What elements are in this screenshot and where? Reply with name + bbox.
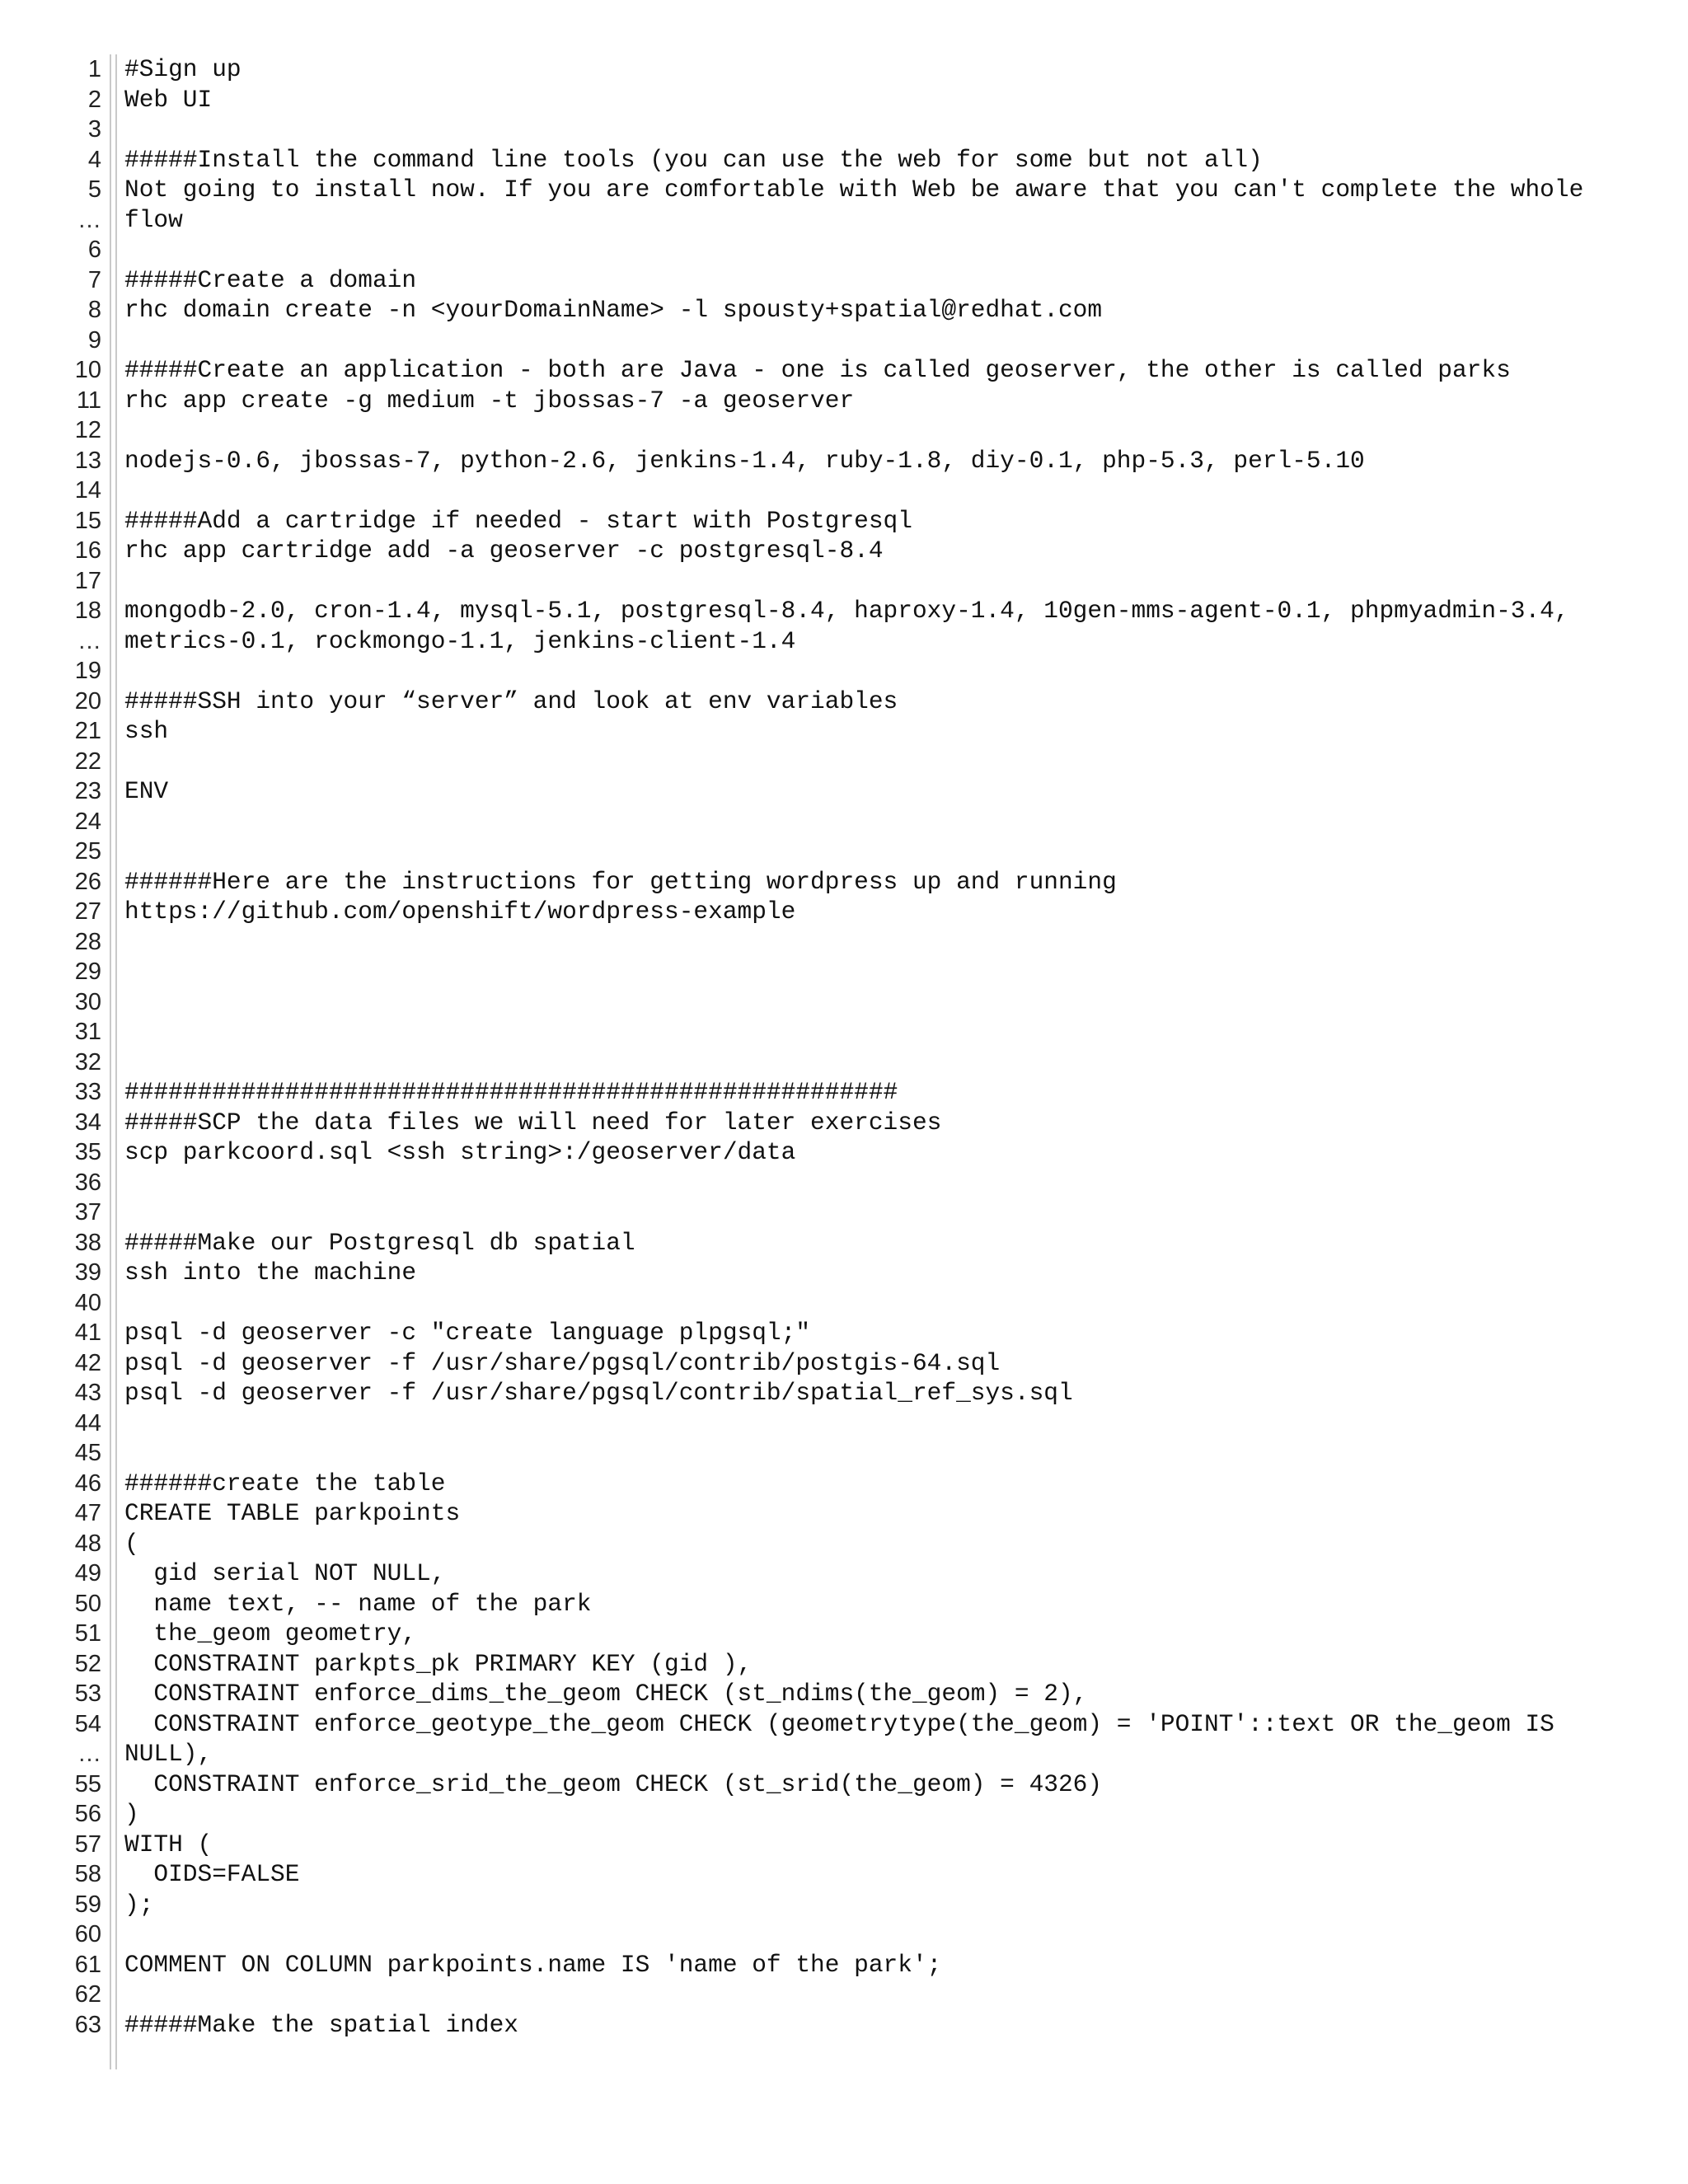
gutter-tail	[0, 2040, 1688, 2069]
line-number: 17	[74, 567, 101, 594]
line-number: 8	[87, 297, 101, 323]
line-number: 43	[74, 1380, 101, 1406]
code-line-text	[117, 1919, 1688, 1950]
gutter-divider	[110, 355, 117, 386]
gutter-divider	[110, 54, 117, 85]
code-line-text	[117, 566, 1688, 597]
code-line-text: Not going to install now. If you are comfortable with Web be aware that you can't complete the whole	[124, 176, 1584, 204]
code-line-row	[0, 1047, 1688, 1078]
code-line-row	[0, 1649, 1688, 1680]
code-line-row	[0, 1288, 1688, 1319]
gutter-divider	[110, 295, 117, 326]
code-line-row	[0, 536, 1688, 566]
line-number: 37	[74, 1199, 101, 1226]
gutter-divider	[110, 386, 117, 416]
code-line-text: );	[124, 1890, 154, 1919]
code-line-text: name text, -- name of the park	[124, 1589, 592, 1618]
code-line-text	[117, 927, 1688, 958]
code-line-text	[117, 1438, 1688, 1469]
code-line-row	[0, 807, 1688, 837]
line-number: 11	[76, 387, 101, 414]
code-line-row	[0, 1799, 1688, 1830]
code-line-text	[117, 476, 1688, 506]
code-line-row	[0, 1769, 1688, 1800]
code-line-row	[0, 897, 1688, 927]
code-line-row	[0, 596, 1688, 626]
line-number: 12	[74, 417, 101, 443]
gutter-divider	[110, 1408, 117, 1439]
gutter-divider	[110, 1047, 117, 1078]
gutter-divider	[110, 716, 117, 747]
line-number: 56	[74, 1801, 101, 1827]
gutter-divider	[110, 1890, 117, 1920]
line-number: 52	[74, 1650, 101, 1677]
code-line-row	[0, 687, 1688, 717]
code-line-text: psql -d geoserver -f /usr/share/pgsql/contrib/spatial_ref_sys.sql	[124, 1379, 1073, 1407]
code-line-row	[0, 987, 1688, 1018]
line-number: 53	[74, 1680, 101, 1707]
line-number: 39	[74, 1259, 101, 1286]
gutter-divider	[110, 1529, 117, 1559]
code-line-row	[0, 716, 1688, 747]
code-line-text: nodejs-0.6, jbossas-7, python-2.6, jenkins-1.4, ruby-1.8, diy-0.1, php-5.3, perl-5.10	[124, 446, 1365, 475]
code-line-row	[0, 1438, 1688, 1469]
wrapped-line-row	[0, 205, 1688, 236]
wrapped-line-row	[0, 1739, 1688, 1769]
line-number: 30	[74, 988, 101, 1015]
code-line-text: CREATE TABLE parkpoints	[124, 1499, 461, 1527]
line-number: 10	[74, 357, 101, 383]
line-number: 45	[74, 1440, 101, 1466]
code-line-row	[0, 476, 1688, 506]
line-number: 59	[74, 1891, 101, 1918]
code-line-row	[0, 566, 1688, 597]
code-line-text: WITH (	[124, 1830, 213, 1858]
code-line-row	[0, 1679, 1688, 1709]
code-line-text	[117, 235, 1688, 265]
code-line-text: scp parkcoord.sql <ssh string>:/geoserver/data	[124, 1138, 796, 1166]
line-number: 9	[87, 326, 101, 354]
code-line-text: psql -d geoserver -c "create language plpgsql;"	[124, 1319, 811, 1347]
code-line-text: #####Install the command line tools (you can use the web for some but not all)	[124, 145, 1263, 174]
code-line-text	[117, 326, 1688, 356]
line-number: 29	[74, 958, 101, 985]
gutter-divider	[110, 626, 117, 657]
gutter-divider	[110, 927, 117, 958]
line-number: 63	[74, 2011, 101, 2038]
code-line-text: #####Add a cartridge if needed - start with Postgresql	[124, 506, 912, 535]
line-number: 26	[74, 868, 101, 895]
line-number: 19	[74, 658, 101, 684]
code-line-text	[117, 1197, 1688, 1228]
line-number: 51	[74, 1620, 101, 1647]
code-line-row	[0, 326, 1688, 356]
gutter-divider	[110, 326, 117, 356]
code-line-text: ######Here are the instructions for getting wordpress up and running	[124, 867, 1117, 896]
gutter-divider	[110, 1348, 117, 1379]
code-line-text: COMMENT ON COLUMN parkpoints.name IS 'name of the park';	[124, 1950, 942, 1979]
code-line-text: #####################################################	[124, 1078, 898, 1106]
gutter-divider	[110, 1137, 117, 1168]
line-number: 50	[74, 1590, 101, 1617]
code-line-text	[117, 987, 1688, 1018]
code-line-row	[0, 1318, 1688, 1348]
code-line-row	[0, 747, 1688, 777]
code-line-text: https://github.com/openshift/wordpress-example	[124, 898, 796, 926]
line-number: 36	[74, 1169, 101, 1196]
line-number: 15	[74, 507, 101, 534]
code-line-text	[117, 656, 1688, 687]
code-line-row	[0, 1137, 1688, 1168]
code-line-row	[0, 2010, 1688, 2041]
line-number: 42	[74, 1349, 101, 1376]
gutter-divider	[110, 506, 117, 537]
code-line-text	[117, 747, 1688, 777]
line-number: 61	[74, 1951, 101, 1978]
line-number: 44	[74, 1409, 101, 1436]
code-line-text	[117, 807, 1688, 837]
line-number: 40	[74, 1289, 101, 1316]
code-line-text: )	[124, 1800, 139, 1828]
line-number: 49	[74, 1560, 101, 1586]
code-line-text: #####SCP the data files we will need for later exercises	[124, 1108, 942, 1137]
line-number: 62	[74, 1981, 101, 2008]
line-number: 6	[87, 237, 101, 263]
code-line-text: rhc app cartridge add -a geoserver -c postgresql-8.4	[124, 537, 884, 565]
gutter-divider	[110, 1108, 117, 1138]
code-line-row	[0, 54, 1688, 85]
code-line-row	[0, 1619, 1688, 1649]
code-line-text: ssh	[124, 717, 169, 745]
code-line-row	[0, 1108, 1688, 1138]
gutter-divider	[110, 1197, 117, 1228]
gutter-divider	[110, 687, 117, 717]
gutter-divider	[110, 115, 117, 145]
line-number: 23	[74, 778, 101, 804]
code-line-text: #####SSH into your “server” and look at env variables	[124, 687, 898, 715]
code-line-text: CONSTRAINT enforce_geotype_the_geom CHECK (geometrytype(the_geom) = 'POINT'::text OR the_geom IS	[124, 1709, 1554, 1738]
code-line-text	[117, 1168, 1688, 1198]
code-line-text: ENV	[124, 777, 169, 805]
code-line-text	[117, 115, 1688, 145]
code-line-row	[0, 957, 1688, 987]
code-line-text: #####Make the spatial index	[124, 2010, 518, 2039]
line-number: 3	[87, 116, 101, 143]
gutter-divider	[110, 476, 117, 506]
code-line-row	[0, 1408, 1688, 1439]
gutter-divider	[110, 1980, 117, 2010]
code-line-row	[0, 175, 1688, 205]
line-number: 13	[74, 447, 101, 474]
gutter-divider	[110, 656, 117, 687]
code-line-row	[0, 1919, 1688, 1950]
line-number: 33	[74, 1079, 101, 1105]
code-line-row	[0, 927, 1688, 958]
code-line-row	[0, 1378, 1688, 1408]
line-number: 31	[74, 1019, 101, 1045]
line-number: 1	[87, 56, 101, 82]
code-line-row	[0, 85, 1688, 115]
code-listing	[0, 54, 1688, 2069]
code-line-text: #####Make our Postgresql db spatial	[124, 1228, 635, 1257]
line-number: 35	[74, 1139, 101, 1165]
gutter-divider	[110, 1919, 117, 1950]
code-line-row	[0, 386, 1688, 416]
code-line-text: metrics-0.1, rockmongo-1.1, jenkins-client-1.4	[124, 626, 796, 655]
code-line-row	[0, 1077, 1688, 1108]
gutter-divider	[110, 85, 117, 115]
code-line-text	[117, 1408, 1688, 1439]
code-line-row	[0, 1017, 1688, 1047]
gutter-divider	[110, 566, 117, 597]
gutter-divider	[110, 897, 117, 927]
gutter-divider	[110, 596, 117, 626]
gutter-divider	[110, 415, 117, 446]
line-number: 60	[74, 1921, 101, 1947]
gutter-divider	[110, 1709, 117, 1740]
gutter-divider	[110, 957, 117, 987]
line-number: 21	[74, 718, 101, 744]
wrap-indicator: …	[77, 1741, 101, 1767]
code-line-row	[0, 1830, 1688, 1860]
gutter-divider	[110, 1077, 117, 1108]
code-line-text: mongodb-2.0, cron-1.4, mysql-5.1, postgresql-8.4, haproxy-1.4, 10gen-mms-agent-0.1, phpmyadmin-3.4,	[124, 597, 1569, 625]
code-line-row	[0, 837, 1688, 867]
code-line-row	[0, 506, 1688, 537]
line-number: 22	[74, 748, 101, 775]
gutter-divider	[110, 1228, 117, 1258]
line-number: 54	[74, 1710, 101, 1737]
code-line-row	[0, 295, 1688, 326]
code-line-row	[0, 1950, 1688, 1980]
gutter-divider	[110, 987, 117, 1018]
code-line-text: ssh into the machine	[124, 1258, 417, 1286]
gutter-divider	[110, 536, 117, 566]
wrap-indicator: …	[77, 206, 101, 233]
code-line-row	[0, 1529, 1688, 1559]
code-line-row	[0, 265, 1688, 296]
line-number: 46	[74, 1469, 101, 1497]
line-number: 4	[87, 146, 101, 173]
code-line-text: #Sign up	[124, 55, 241, 83]
code-line-text: ######create the table	[124, 1469, 446, 1497]
gutter-divider	[110, 1679, 117, 1709]
code-line-text	[117, 837, 1688, 867]
gutter-divider	[110, 1558, 117, 1589]
line-number: 38	[74, 1229, 101, 1256]
code-line-row	[0, 1348, 1688, 1379]
gutter-divider	[110, 837, 117, 867]
gutter-divider	[110, 1589, 117, 1619]
line-number: 55	[74, 1770, 101, 1797]
code-line-row	[0, 1589, 1688, 1619]
code-line-text	[117, 415, 1688, 446]
line-number: 57	[74, 1830, 101, 1858]
gutter-divider	[110, 145, 117, 176]
gutter-divider	[110, 1950, 117, 1980]
gutter-divider	[110, 1498, 117, 1529]
code-line-text: CONSTRAINT enforce_dims_the_geom CHECK (st_ndims(the_geom) = 2),	[124, 1680, 1088, 1708]
code-line-text: #####Create an application - both are Java - one is called geoserver, the other is called parks	[124, 356, 1511, 384]
line-number: 25	[74, 838, 101, 865]
code-line-text: (	[124, 1529, 139, 1558]
code-line-text: OIDS=FALSE	[124, 1860, 300, 1888]
line-number: 58	[74, 1861, 101, 1887]
gutter-divider	[110, 747, 117, 777]
code-line-text: flow	[124, 205, 183, 234]
code-line-text: the_geom geometry,	[124, 1619, 417, 1647]
code-line-text	[117, 957, 1688, 987]
code-line-row	[0, 1498, 1688, 1529]
gutter-divider	[110, 1469, 117, 1499]
wrapped-line-row	[0, 626, 1688, 657]
line-number: 14	[74, 477, 101, 504]
code-line-text: CONSTRAINT enforce_srid_the_geom CHECK (st_srid(the_geom) = 4326)	[124, 1769, 1103, 1798]
code-line-row	[0, 1558, 1688, 1589]
wrap-indicator: …	[77, 627, 101, 654]
gutter-divider	[110, 1438, 117, 1469]
code-line-text: #####Create a domain	[124, 265, 417, 294]
code-line-text	[117, 1047, 1688, 1078]
code-line-row	[0, 1197, 1688, 1228]
code-line-text: rhc app create -g medium -t jbossas-7 -a geoserver	[124, 386, 855, 415]
line-number: 28	[74, 928, 101, 955]
code-line-text	[117, 1288, 1688, 1319]
code-line-row	[0, 415, 1688, 446]
code-line-row	[0, 1890, 1688, 1920]
code-line-row	[0, 115, 1688, 145]
code-line-text	[117, 1017, 1688, 1047]
gutter-divider	[110, 205, 117, 236]
code-line-row	[0, 1469, 1688, 1499]
code-line-text: Web UI	[124, 85, 213, 114]
gutter-divider	[110, 2010, 117, 2041]
gutter-divider	[110, 1649, 117, 1680]
code-line-row	[0, 1859, 1688, 1890]
gutter-divider	[110, 807, 117, 837]
gutter-divider	[110, 1799, 117, 1830]
gutter-divider	[110, 175, 117, 205]
code-line-row	[0, 355, 1688, 386]
code-line-text	[117, 1980, 1688, 2010]
gutter-divider	[110, 1830, 117, 1860]
line-number: 16	[74, 537, 101, 564]
gutter-divider	[110, 235, 117, 265]
line-number: 2	[87, 86, 101, 113]
line-number: 32	[74, 1048, 101, 1076]
line-number: 34	[74, 1108, 101, 1136]
line-number: 18	[74, 598, 101, 624]
gutter-divider	[110, 867, 117, 898]
gutter-divider	[110, 1859, 117, 1890]
line-number: 7	[87, 266, 101, 293]
gutter-divider	[110, 1318, 117, 1348]
gutter-divider	[110, 265, 117, 296]
code-line-row	[0, 656, 1688, 687]
code-line-row	[0, 145, 1688, 176]
code-line-row	[0, 776, 1688, 807]
code-line-row	[0, 1980, 1688, 2010]
code-line-row	[0, 1168, 1688, 1198]
line-number: 5	[87, 176, 101, 203]
code-line-text: CONSTRAINT parkpts_pk PRIMARY KEY (gid ),	[124, 1649, 753, 1678]
gutter-divider	[110, 776, 117, 807]
gutter-divider	[110, 1017, 117, 1047]
code-line-row	[0, 1709, 1688, 1740]
gutter-divider	[110, 1739, 117, 1769]
line-number: 24	[74, 808, 101, 835]
gutter-divider	[110, 1258, 117, 1288]
gutter-divider	[110, 1288, 117, 1319]
gutter-divider	[110, 1769, 117, 1800]
gutter-divider	[110, 1168, 117, 1198]
code-line-row	[0, 1258, 1688, 1288]
code-line-text: gid serial NOT NULL,	[124, 1559, 446, 1587]
code-line-row	[0, 235, 1688, 265]
gutter-divider	[110, 1619, 117, 1649]
line-number: 47	[74, 1500, 101, 1526]
line-number: 20	[74, 687, 101, 715]
line-number: 48	[74, 1530, 101, 1557]
code-line-text: NULL),	[124, 1740, 213, 1768]
gutter-divider	[110, 1378, 117, 1408]
gutter-divider	[110, 2040, 117, 2069]
code-line-row	[0, 867, 1688, 898]
line-number: 27	[74, 898, 101, 925]
code-line-row	[0, 446, 1688, 476]
gutter-divider	[110, 446, 117, 476]
code-line-row	[0, 1228, 1688, 1258]
line-number: 41	[74, 1319, 101, 1346]
code-line-text: psql -d geoserver -f /usr/share/pgsql/contrib/postgis-64.sql	[124, 1348, 1001, 1377]
code-line-text: rhc domain create -n <yourDomainName> -l spousty+spatial@redhat.com	[124, 296, 1103, 324]
